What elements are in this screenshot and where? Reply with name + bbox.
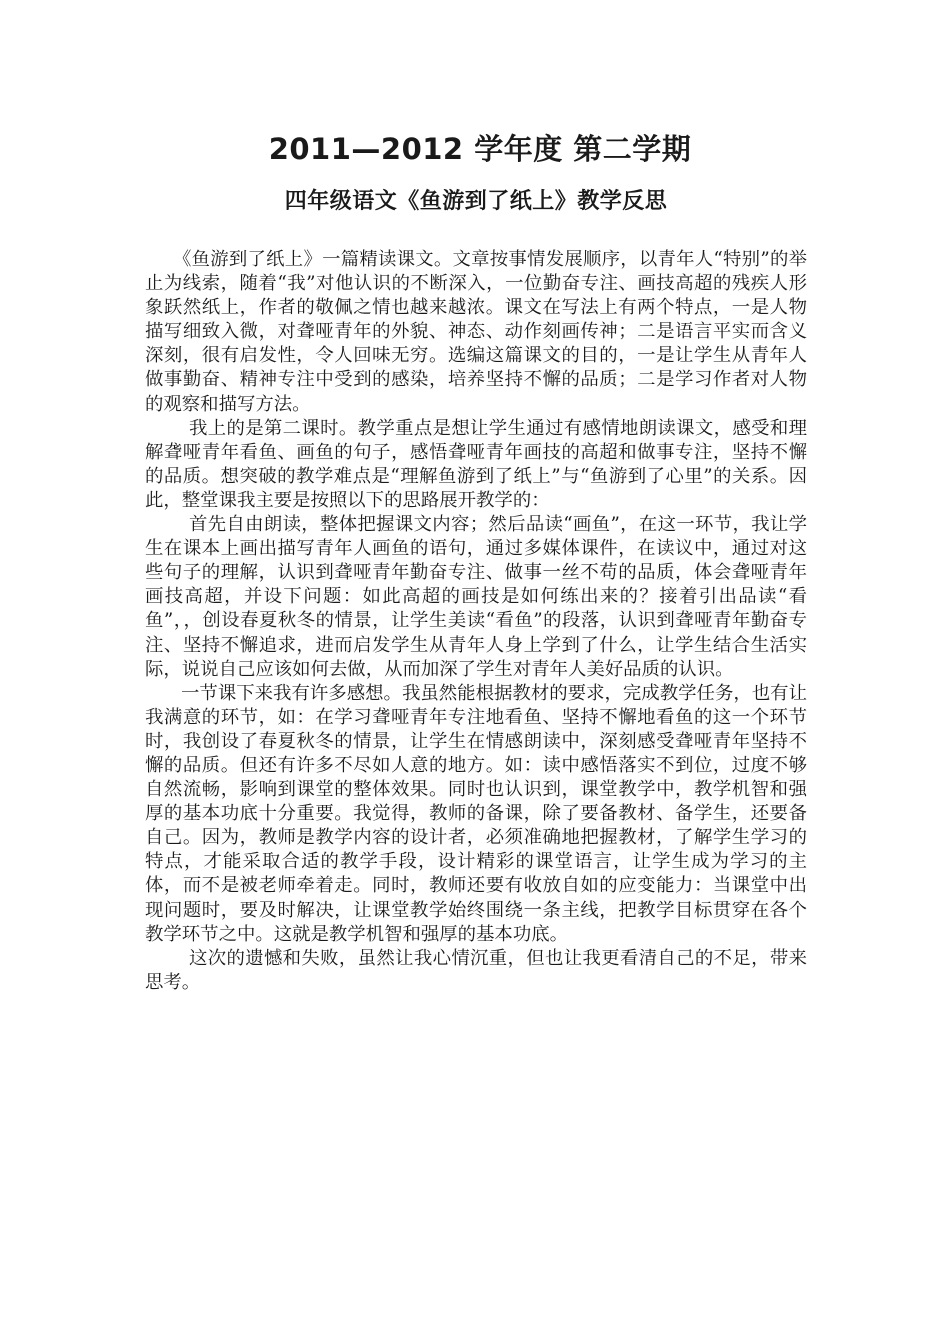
document-title: 2011—2012 学年度 第二学期 [268,132,692,166]
paragraph-1: 《鱼游到了纸上》一篇精读课文。文章按事情发展顺序，以青年人“特别”的举止为线索，随着“我”对他认识的不断深入，一位勤奋专注、画技高超的残疾人形象跃然纸上，作者的敬佩之情也越来越浓。课文在写法上有两个特点，一是人物描写细致入微，对聋哑青年的外貌、神态、动作刻画传神；二是语言平实而含义深刻，很有启发性，令人回味无穷。选编这篇课文的目的，一是让学生从青年人做事勤奋、精神专注中受到的感染，培养坚持不懈的品质；二是学习作者对人物的观察和描写方法。 [145,249,807,415]
paragraph-2: 我上的是第二课时。教学重点是想让学生通过有感情地朗读课文，感受和理解聋哑青年看鱼、画鱼的句子，感悟聋哑青年画技的高超和做事专注，坚持不懈的品质。想突破的教学难点是“理解鱼游到了纸上”与“鱼游到了心里”的关系。因此，整堂课我主要是按照以下的思路展开教学的： [145,417,807,511]
document-body [145,248,807,995]
paragraph-4: 一节课下来我有许多感想。我虽然能根据教材的要求，完成教学任务，也有让我满意的环节，如：在学习聋哑青年专注地看鱼、坚持不懈地看鱼的这一个环节时，我创设了春夏秋冬的情景，让学生在情感朗读中，深刻感受聋哑青年坚持不懈的品质。但还有许多不尽如人意的地方。如：读中感悟落实不到位，过度不够自然流畅，影响到课堂的整体效果。同时也认识到，课堂教学中，教学机智和强厚的基本功底十分重要。我觉得，教师的备课，除了要备教材、备学生，还要备自己。因为，教师是教学内容的设计者，必须准确地把握教材，了解学生学习的特点，才能采取合适的教学手段，设计精彩的课堂语言，让学生成为学习的主体，而不是被老师牵着走。同时，教师还要有收放自如的应变能力：当课堂中出现问题时，要及时解决，让课堂教学始终围绕一条主线，把教学目标贯穿在各个教学环节之中。这就是教学机智和强厚的基本功底。 [145,682,807,945]
paragraph-3: 首先自由朗读，整体把握课文内容；然后品读“画鱼”，在这一环节，我让学生在课本上画出描写青年人画鱼的语句，通过多媒体课件，在读议中，通过对这些句子的理解，认识到聋哑青年勤奋专注、做事一丝不苟的品质，体会聋哑青年画技高超，并设下问题：如此高超的画技是如何练出来的？接着引出品读“看鱼”，，创设春夏秋冬的情景，让学生美读“看鱼”的段落，认识到聋哑青年勤奋专注、坚持不懈追求，进而启发学生从青年人身上学到了什么，让学生结合生活实际，说说自己应该如何去做，从而加深了学生对青年人美好品质的认识。 [145,514,807,680]
document-page [145,128,807,995]
paragraph-5: 这次的遗憾和失败，虽然让我心情沉重，但也让我更看清自己的不足，带来思考。 [145,947,807,993]
document-subtitle: 四年级语文《鱼游到了纸上》教学反思 [284,188,668,214]
